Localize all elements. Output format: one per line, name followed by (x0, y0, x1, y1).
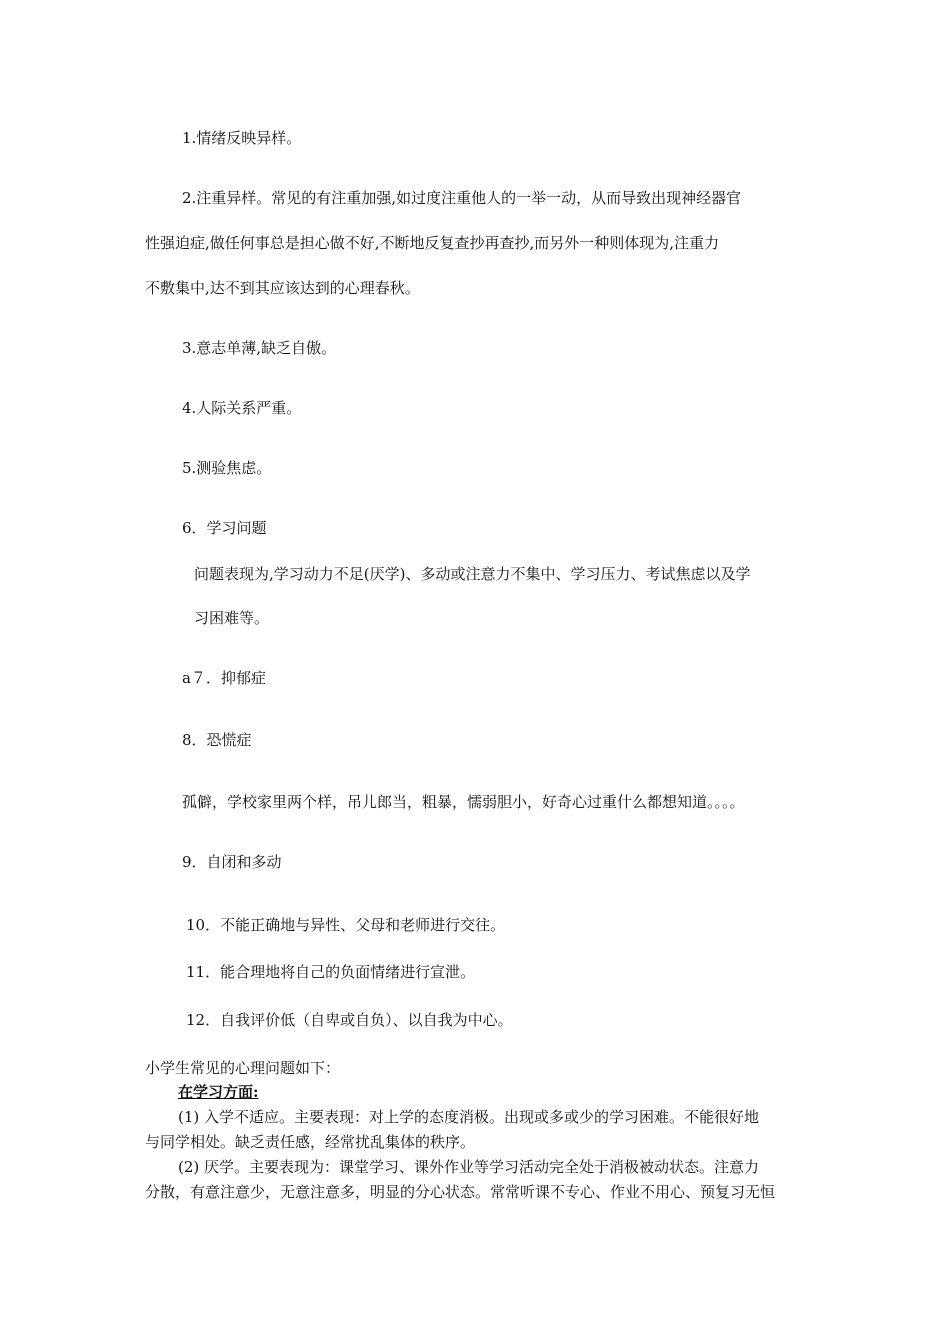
point-2-line-1: (2) 厌学。主要表现为：课堂学习、课外作业等学习活动完全处于消极被动状态。注意力 (178, 1158, 760, 1176)
item-10: 10．不能正确地与异性、父母和老师进行交往。 (186, 916, 506, 934)
item-6-desc-line-2: 习困难等。 (194, 609, 270, 627)
item-6: 6．学习问题 (182, 519, 267, 537)
item-12: 12．自我评价低（自卑或自负）、以自我为中心。 (186, 1011, 513, 1029)
item-11: 11．能合理地将自己的负面情绪进行宣泄。 (186, 963, 476, 981)
item-1: 1.情绪反映异样。 (182, 129, 302, 147)
item-8-desc: 孤僻，学校家里两个样，吊儿郎当，粗暴，懦弱胆小，好奇心过重什么都想知道。。。。 (182, 793, 745, 811)
point-1-line-2: 与同学相处。缺乏责任感，经常扰乱集体的秩序。 (145, 1133, 476, 1151)
section-intro: 小学生常见的心理问题如下： (145, 1059, 341, 1077)
item-8: 8．恐慌症 (182, 731, 252, 749)
item-3: 3.意志单薄,缺乏自傲。 (182, 339, 337, 357)
item-5: 5.测验焦虑。 (182, 459, 272, 477)
point-1-line-1: (1) 入学不适应。主要表现：对上学的态度消极。出现或多或少的学习困难。不能很好地 (178, 1108, 760, 1126)
point-2-line-2: 分散，有意注意少，无意注意多，明显的分心状态。常常听课不专心、作业不用心、预复习无恒 (145, 1183, 776, 1201)
item-4: 4.人际关系严重。 (182, 399, 302, 417)
section-heading-learning: 在学习方面: (178, 1083, 259, 1101)
item-2-line-2: 性强迫症,做任何事总是担心做不好,不断地反复查抄再查抄,而另外一种则体现为,注重力 (145, 234, 720, 252)
item-2-line-1: 2.注重异样。常见的有注重加强,如过度注重他人的一举一动，从而导致出现神经器官 (182, 189, 742, 207)
item-2-line-3: 不敷集中,达不到其应该达到的心理春秋。 (145, 279, 420, 297)
item-6-desc-line-1: 问题表现为,学习动力不足(厌学)、多动或注意力不集中、学习压力、考试焦虑以及学 (194, 565, 751, 583)
item-9: 9．自闭和多动 (182, 853, 282, 871)
item-7: a７．抑郁症 (182, 669, 266, 687)
